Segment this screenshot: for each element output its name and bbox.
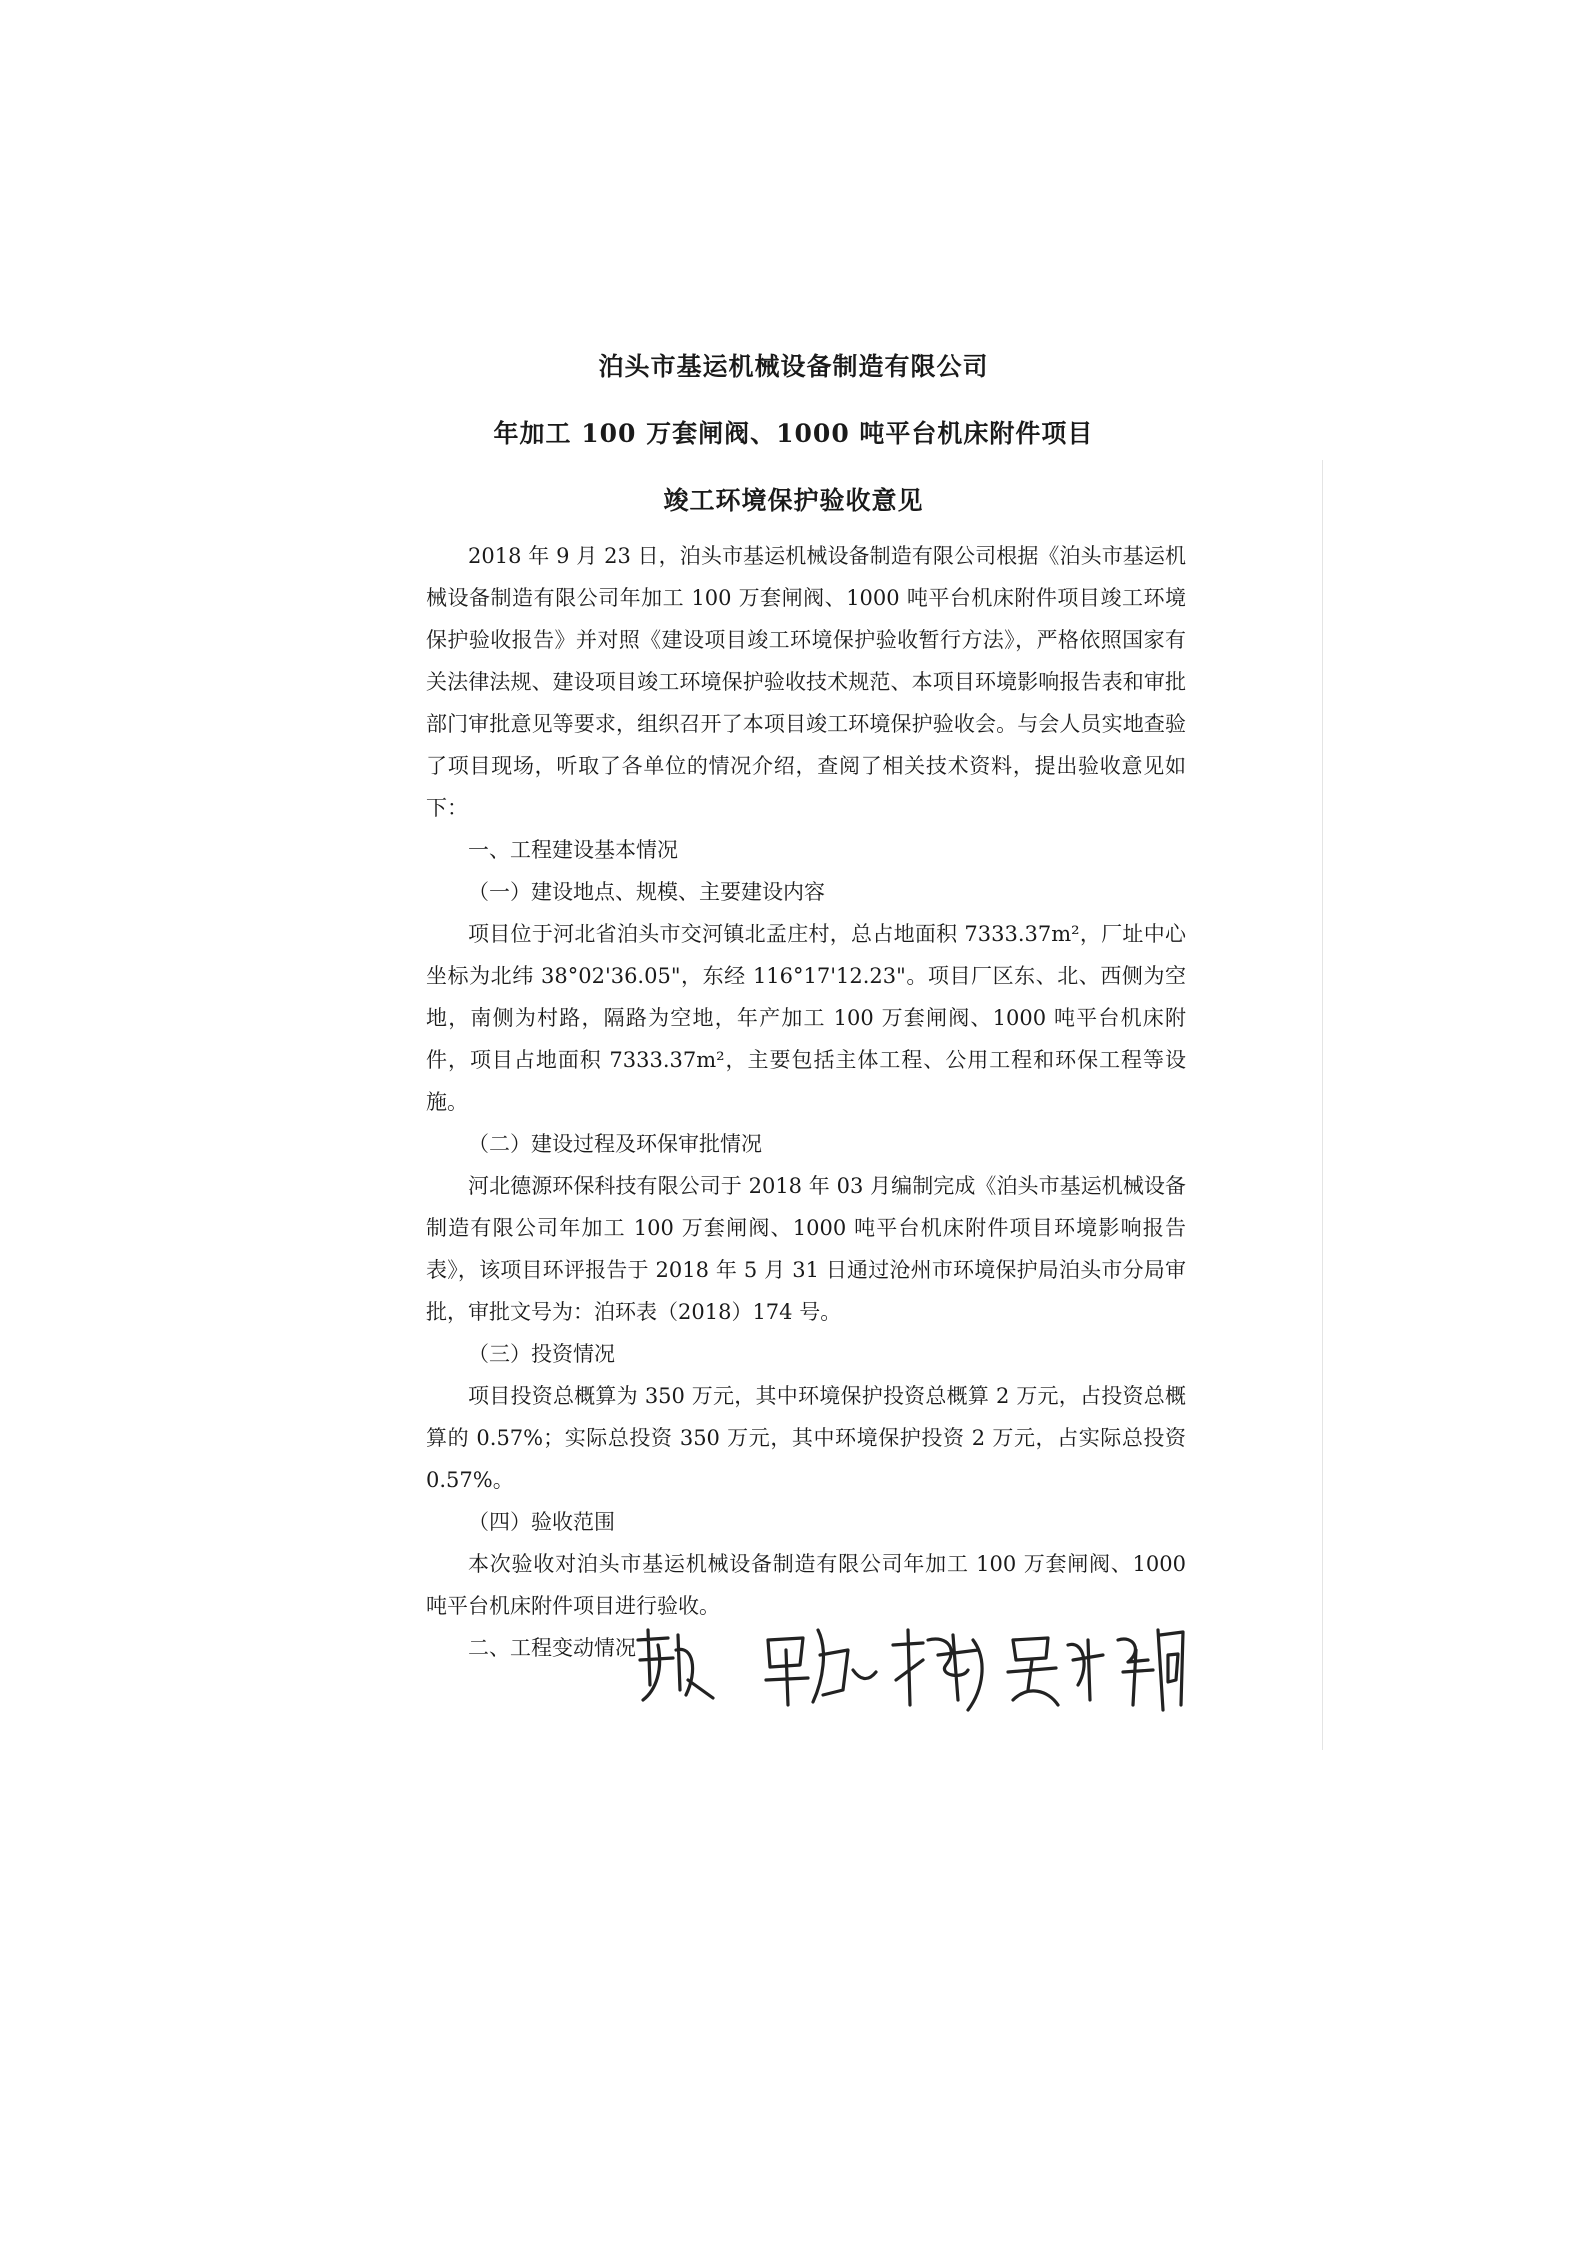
subsection-heading-2: （二）建设过程及环保审批情况 xyxy=(468,1132,762,1156)
scan-edge-line xyxy=(1322,460,1323,1750)
handwritten-signatures xyxy=(628,1610,1188,1720)
title-company: 泊头市基运机械设备制造有限公司 xyxy=(598,352,989,381)
title-subject: 竣工环境保护验收意见 xyxy=(663,486,924,515)
section-heading-2: 二、工程变动情况 xyxy=(468,1636,636,1660)
title-project: 年加工 100 万套闸阀、1000 吨平台机床附件项目 xyxy=(493,419,1094,448)
intro-paragraph: 2018 年 9 月 23 日，泊头市基运机械设备制造有限公司根据《泊头市基运机械设备制造有限公司年加工 100 万套闸阀、1000 吨平台机床附件项目竣工环境保护验收报告》并对照《建设项目竣工环境保护验收暂行方法》，严格依照国家有关法律法规、建设项目竣工环境保护验收技术规范、本项目环境影响报告表和审批部门审批意见等要求，组织召开了本项目竣工环境保护验收会。与会人员实地查验了项目现场，听取了各单位的情况介绍，查阅了相关技术资料，提出验收意见如下： xyxy=(426,544,1186,820)
subsection-heading-4: （四）验收范围 xyxy=(468,1510,615,1534)
subsection-heading-3: （三）投资情况 xyxy=(468,1342,615,1366)
scope-paragraph: 本次验收对泊头市基运机械设备制造有限公司年加工 100 万套闸阀、1000 吨平台机床附件项目进行验收。 xyxy=(426,1552,1186,1618)
section-heading-1: 一、工程建设基本情况 xyxy=(468,838,678,862)
document-body xyxy=(426,535,1186,1669)
investment-paragraph: 项目投资总概算为 350 万元，其中环境保护投资总概算 2 万元，占投资总概算的 0.57%；实际总投资 350 万元，其中环境保护投资 2 万元，占实际总投资 0.57%。 xyxy=(426,1384,1186,1492)
subsection-heading-1: （一）建设地点、规模、主要建设内容 xyxy=(468,880,825,904)
document-title xyxy=(0,345,1587,546)
location-paragraph: 项目位于河北省泊头市交河镇北孟庄村，总占地面积 7333.37m²，厂址中心坐标为北纬 38°02'36.05"，东经 116°17'12.23"。项目厂区东、北、西侧为空地，南侧为村路，隔路为空地，年产加工 100 万套闸阀、1000 吨平台机床附件，项目占地面积 7333.37m²，主要包括主体工程、公用工程和环保工程等设施。 xyxy=(426,922,1186,1114)
approval-paragraph: 河北德源环保科技有限公司于 2018 年 03 月编制完成《泊头市基运机械设备制造有限公司年加工 100 万套闸阀、1000 吨平台机床附件项目环境影响报告表》，该项目环评报告于 2018 年 5 月 31 日通过沧州市环境保护局泊头市分局审批，审批文号为：泊环表（2018）174 号。 xyxy=(426,1174,1186,1324)
